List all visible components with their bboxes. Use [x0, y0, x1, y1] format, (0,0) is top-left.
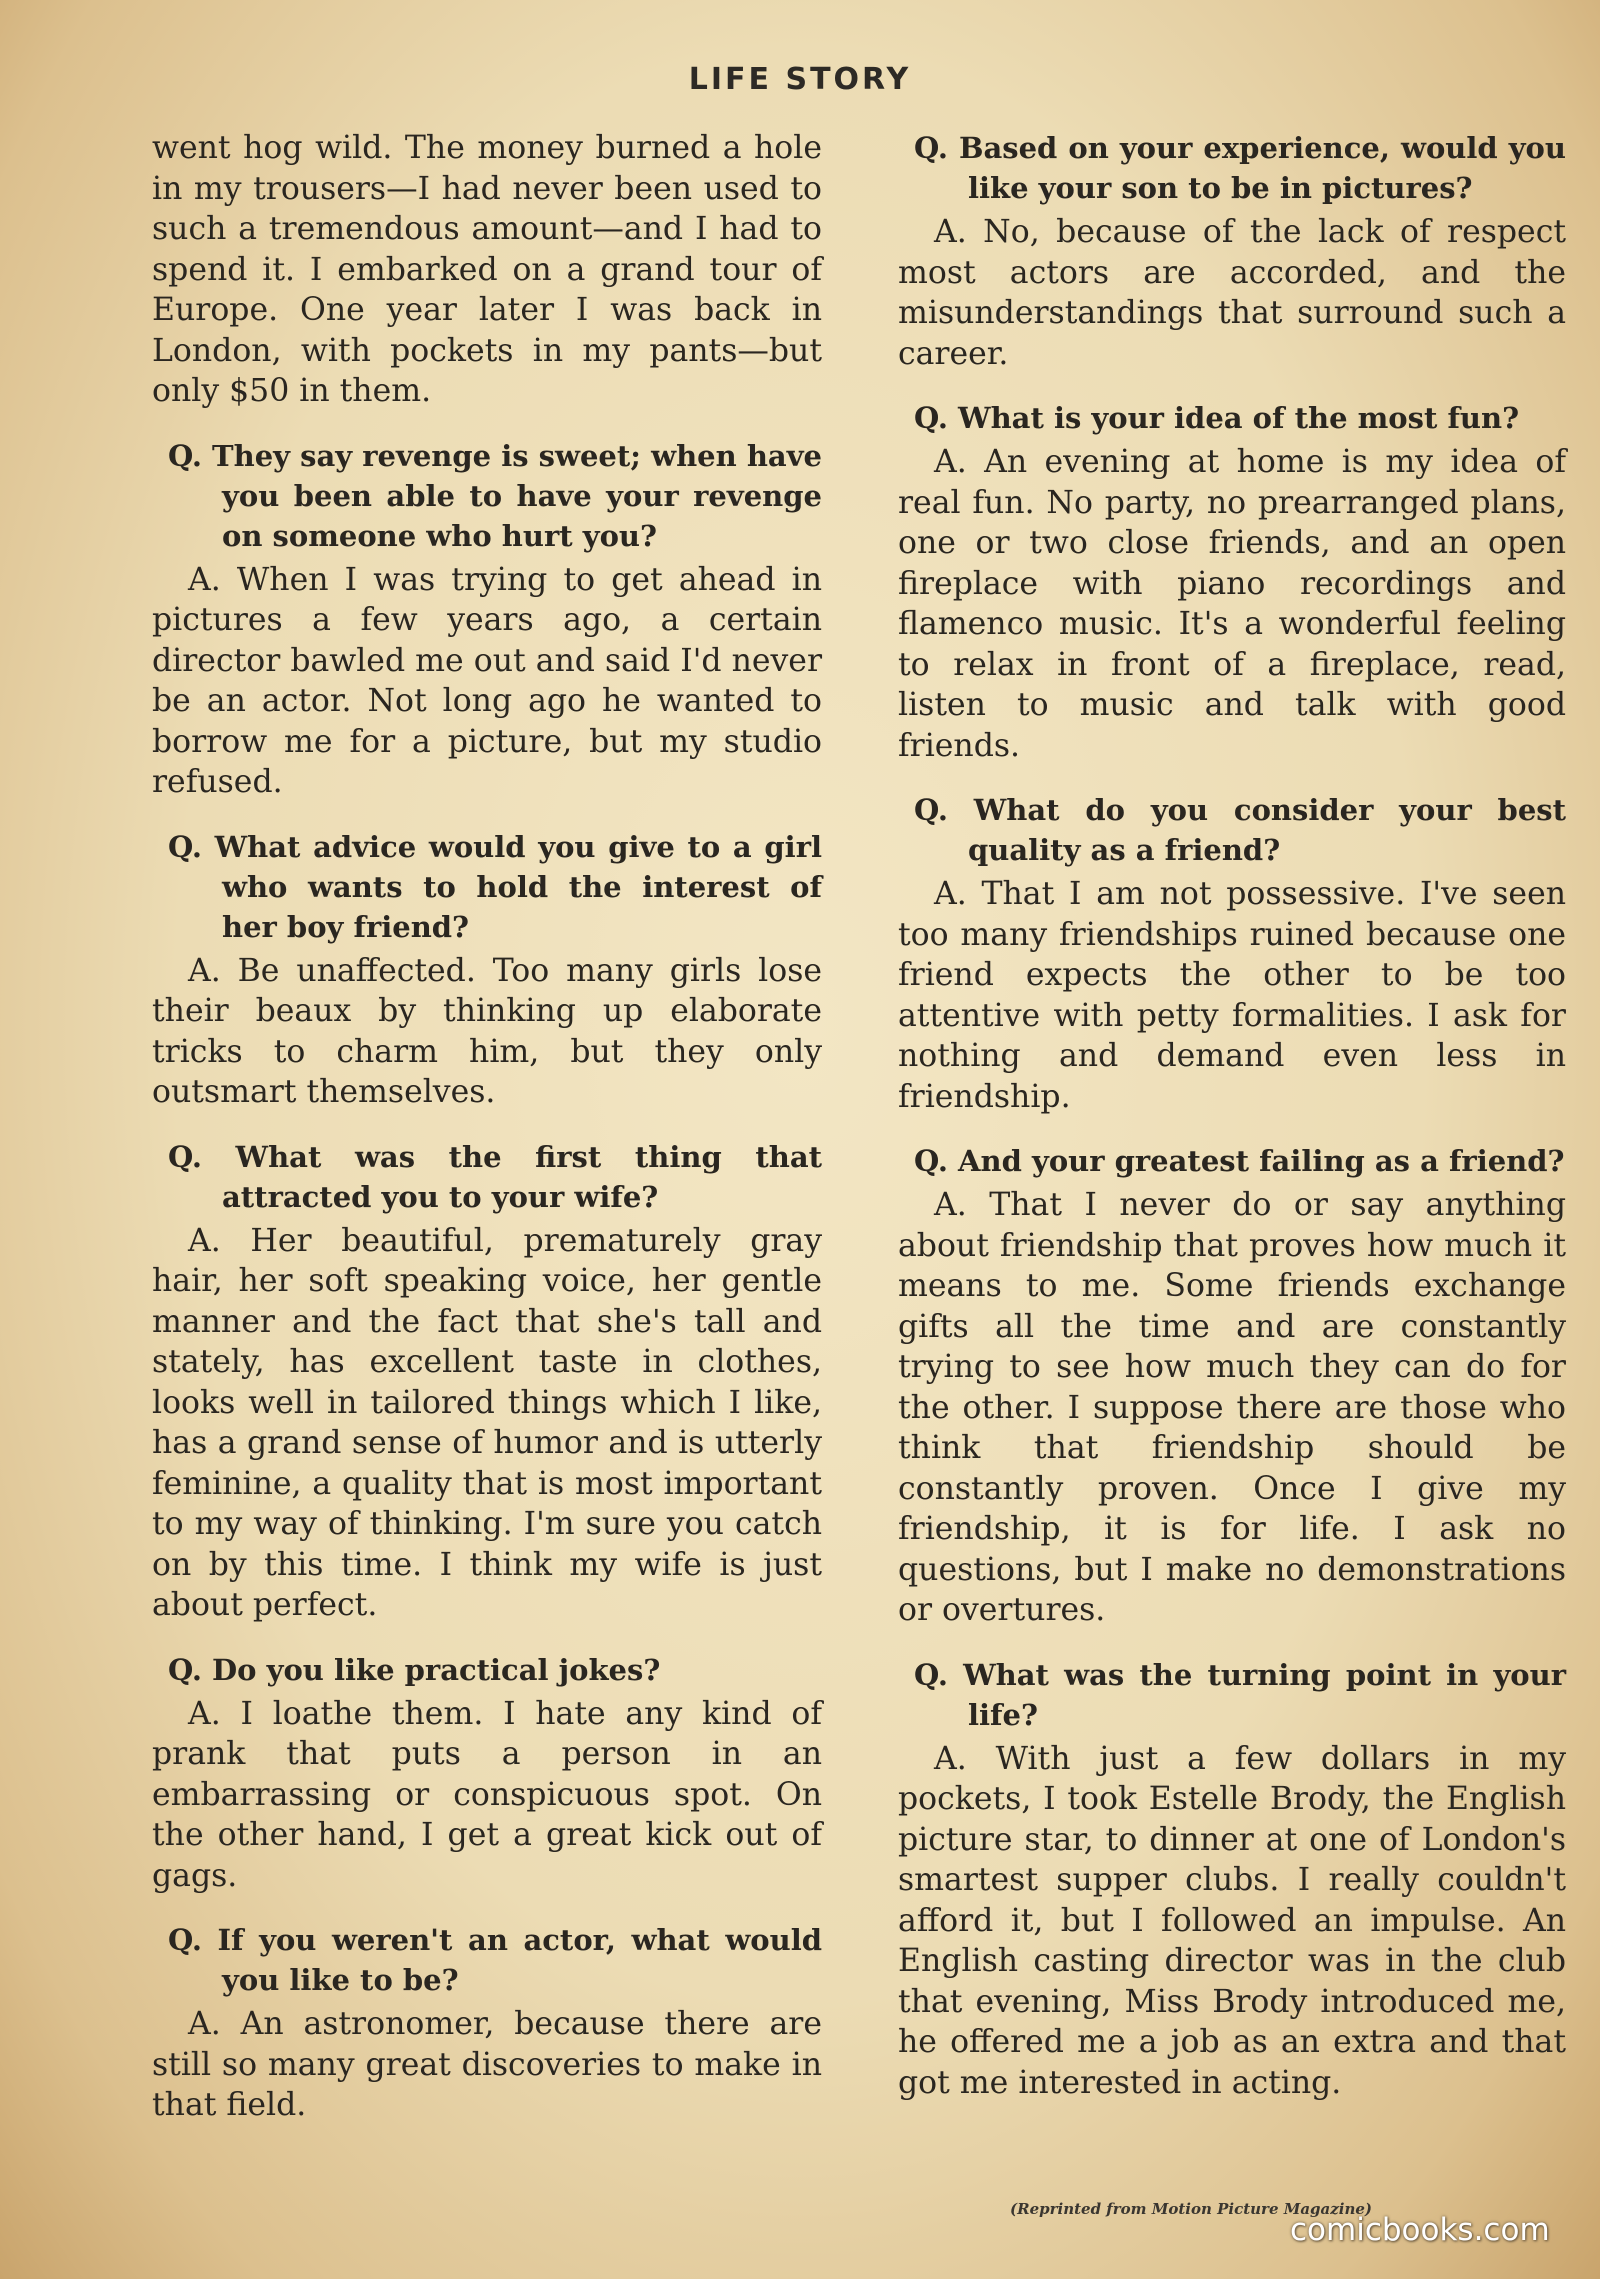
question: Q. Do you like practical jokes?: [168, 1652, 661, 1687]
question: Q. And your greatest failing as a friend?: [914, 1144, 1565, 1178]
answer: A. When I was trying to get ahead in pictures a few years ago, a certain director bawled me out and said I'd never be an actor. Not long ago he wanted to borrow me for a picture, but my studio refused.: [152, 561, 822, 800]
answer: A. With just a few dollars in my pockets, I took Estelle Brody, the English picture star, to dinner at one of London's smartest supper clubs. I really couldn't afford it, but I followed an impulse. An English casting director was in the club that evening, Miss Brody introduced me, he offered me a job as an extra and that got me interested in acting.: [898, 1740, 1566, 2101]
intro-paragraph: went hog wild. The money burned a hole in my trousers—I had never been used to such a tremendous amount—and I had to spend it. I embarked on a grand tour of Europe. One year later I was back in London, with pockets in my pants—but only $50 in them.: [152, 130, 822, 409]
site-watermark: comicbooks.com: [1290, 2212, 1550, 2248]
qa-block: [898, 128, 1566, 374]
qa-block: [152, 436, 822, 803]
question: Q. If you weren't an actor, what would you like to be?: [168, 1923, 822, 1997]
qa-block: [152, 827, 822, 1113]
answer: A. That I am not possessive. I've seen too many friendships ruined because one friend expects the other to be too attentive with petty formalities. I ask for nothing and demand even less in friendship.: [898, 876, 1566, 1115]
question: Q. What do you consider your best quality as a friend?: [914, 793, 1566, 867]
question: Q. What is your idea of the most fun?: [914, 401, 1520, 435]
left-column: [152, 128, 822, 2126]
qa-block: [152, 1137, 822, 1626]
question: Q. What advice would you give to a girl who wants to hold the interest of her boy friend?: [168, 829, 822, 944]
question: Q. They say revenge is sweet; when have you been able to have your revenge on someone who hurt you?: [168, 438, 822, 553]
question: Q. What was the turning point in your life?: [914, 1657, 1566, 1732]
qa-block: [898, 1655, 1566, 2104]
answer: A. Her beautiful, prematurely gray hair, her soft speaking voice, her gentle manner and the fact that she's tall and stately, has excellent taste in clothes, looks well in tailored things which I like, has a grand sense of humor and is utterly feminine, a quality that is most important to my way of thinking. I'm sure you catch on by this time. I think my wife is just about perfect.: [152, 1222, 822, 1623]
qa-block: [152, 1650, 822, 1897]
answer: A. An evening at home is my idea of real fun. No party, no prearranged plans, one or two close friends, and an open fireplace with piano recordings and flamenco music. It's a wonderful feeling to relax in front of a fireplace, read, listen to music and talk with good friends.: [898, 444, 1566, 764]
answer: A. Be unaffected. Too many girls lose their beaux by thinking up elaborate tricks to charm him, but they only outsmart themselves.: [152, 952, 822, 1110]
qa-block: [898, 1141, 1566, 1631]
question: Q. What was the first thing that attracted you to your wife?: [168, 1139, 822, 1214]
right-column: [898, 128, 1566, 2103]
question: Q. Based on your experience, would you like your son to be in pictures?: [914, 131, 1566, 205]
qa-block: [152, 1920, 822, 2126]
reprint-credit: (Reprinted from Motion Picture Magazine): [1010, 2200, 1373, 2218]
qa-block: [898, 790, 1566, 1117]
answer: A. That I never do or say anything about friendship that proves how much it means to me. Some friends exchange gifts all the time and are constantly trying to see how much they can do for the other. I suppose there are those who think that friendship should be constantly proven. Once I give my friendship, it is for life. I ask no questions, but I make no demonstrations or overtures.: [898, 1187, 1566, 1628]
answer: A. I loathe them. I hate any kind of prank that puts a person in an embarrassing or conspicuous spot. On the other hand, I get a great kick out of gags.: [152, 1695, 822, 1894]
qa-block: [898, 398, 1566, 766]
answer: A. An astronomer, because there are still so many great discoveries to make in that field.: [152, 2006, 822, 2123]
answer: A. No, because of the lack of respect most actors are accorded, and the misunderstandings that surround such a career.: [898, 214, 1566, 372]
page-header: LIFE STORY: [688, 62, 912, 97]
